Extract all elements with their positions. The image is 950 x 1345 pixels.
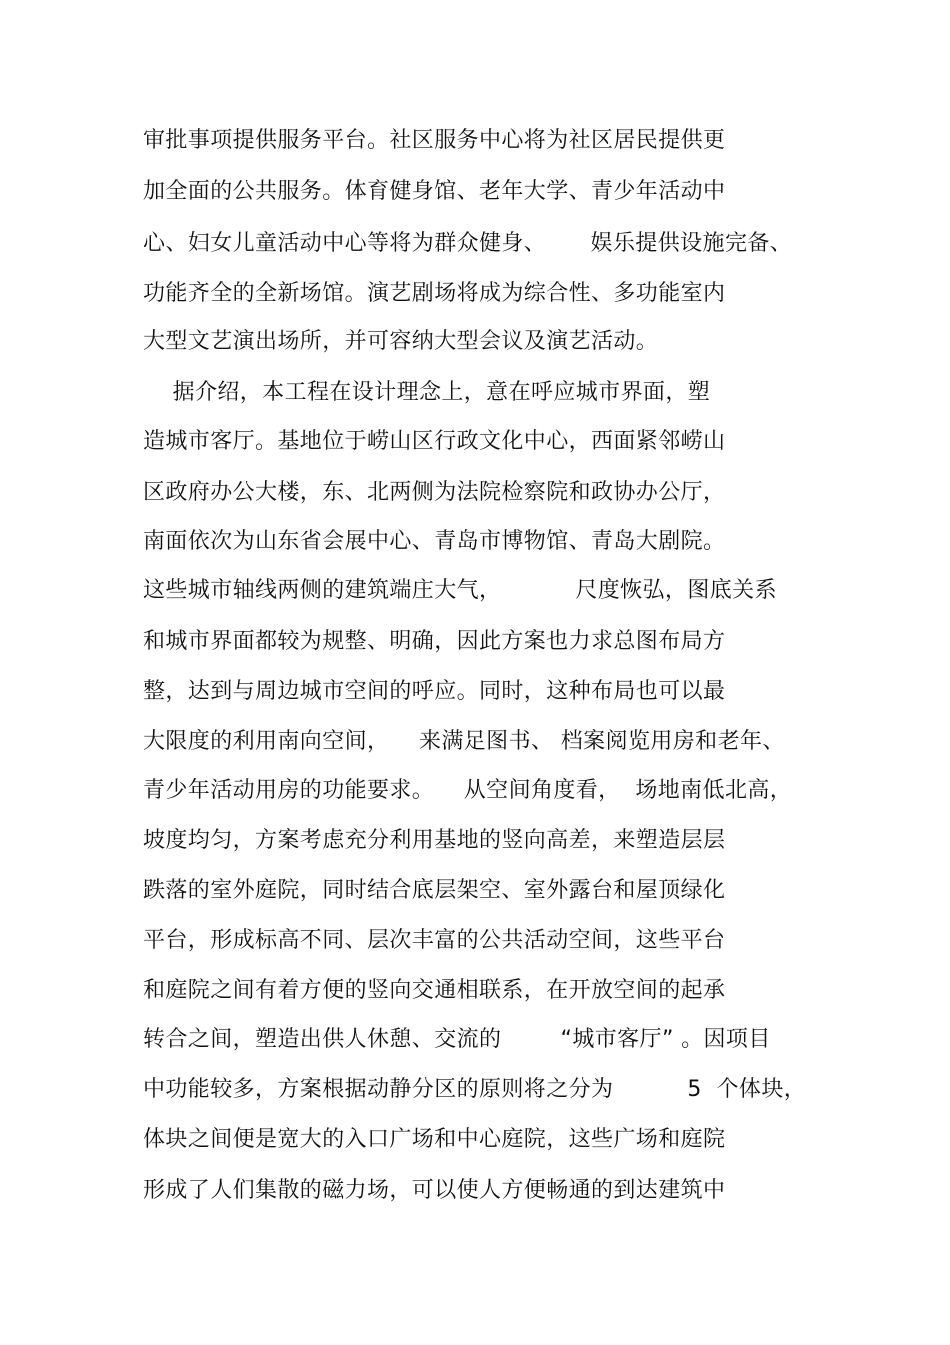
text-line: 这些城市轴线两侧的建筑端庄大气， 尺度恢弘，图底关系: [143, 578, 777, 603]
text-line: 中功能较多，方案根据动静分区的原则将之分为 5 个体块，: [143, 1077, 807, 1102]
text-line: 体块之间便是宽大的入口广场和中心庭院，这些广场和庭院: [143, 1127, 726, 1152]
text-line: 大限度的利用南向空间， 来满足图书、 档案阅览用房和老年、: [143, 729, 785, 754]
text-line: 跌落的室外庭院，同时结合底层架空、室外露台和屋顶绿化: [143, 878, 726, 903]
text-line: 加全面的公共服务。体育健身馆、老年大学、青少年活动中: [143, 179, 726, 204]
text-line: 据介绍，本工程在设计理念上，意在呼应城市界面，塑: [143, 380, 711, 405]
text-line: 大型文艺演出场所，并可容纳大型会议及演艺活动。: [143, 329, 659, 354]
text-line: 和庭院之间有着方便的竖向交通相联系，在开放空间的起承: [143, 978, 726, 1003]
text-line: 南面依次为山东省会展中心、青岛市博物馆、青岛大剧院。: [143, 529, 726, 554]
text-line: 心、妇女儿童活动中心等将为群众健身、 娱乐提供设施完备、: [143, 231, 793, 256]
text-line: 和城市界面都较为规整、明确，因此方案也力求总图布局方: [143, 629, 726, 654]
text-line: 审批事项提供服务平台。社区服务中心将为社区居民提供更: [143, 128, 726, 153]
text-line: 造城市客厅。基地位于崂山区行政文化中心，西面紧邻崂山: [143, 429, 726, 454]
text-line: 形成了人们集散的磁力场，可以使人方便畅通的到达建筑中: [143, 1178, 726, 1203]
text-line: 区政府办公大楼，东、北两侧为法院检察院和政协办公厅，: [143, 480, 726, 505]
text-line: 平台，形成标高不同、层次丰富的公共活动空间，这些平台: [143, 928, 726, 953]
text-line: 转合之间，塑造出供人休憩、交流的 “城市客厅” 。因项目: [143, 1027, 771, 1052]
text-line: 青少年活动用房的功能要求。 从空间角度看， 场地南低北高，: [143, 778, 793, 803]
text-line: 功能齐全的全新场馆。演艺剧场将成为综合性、多功能室内: [143, 281, 726, 306]
text-line: 坡度均匀，方案考虑充分利用基地的竖向高差，来塑造层层: [143, 828, 726, 853]
text-line: 整，达到与周边城市空间的呼应。同时，这种布局也可以最: [143, 679, 726, 704]
